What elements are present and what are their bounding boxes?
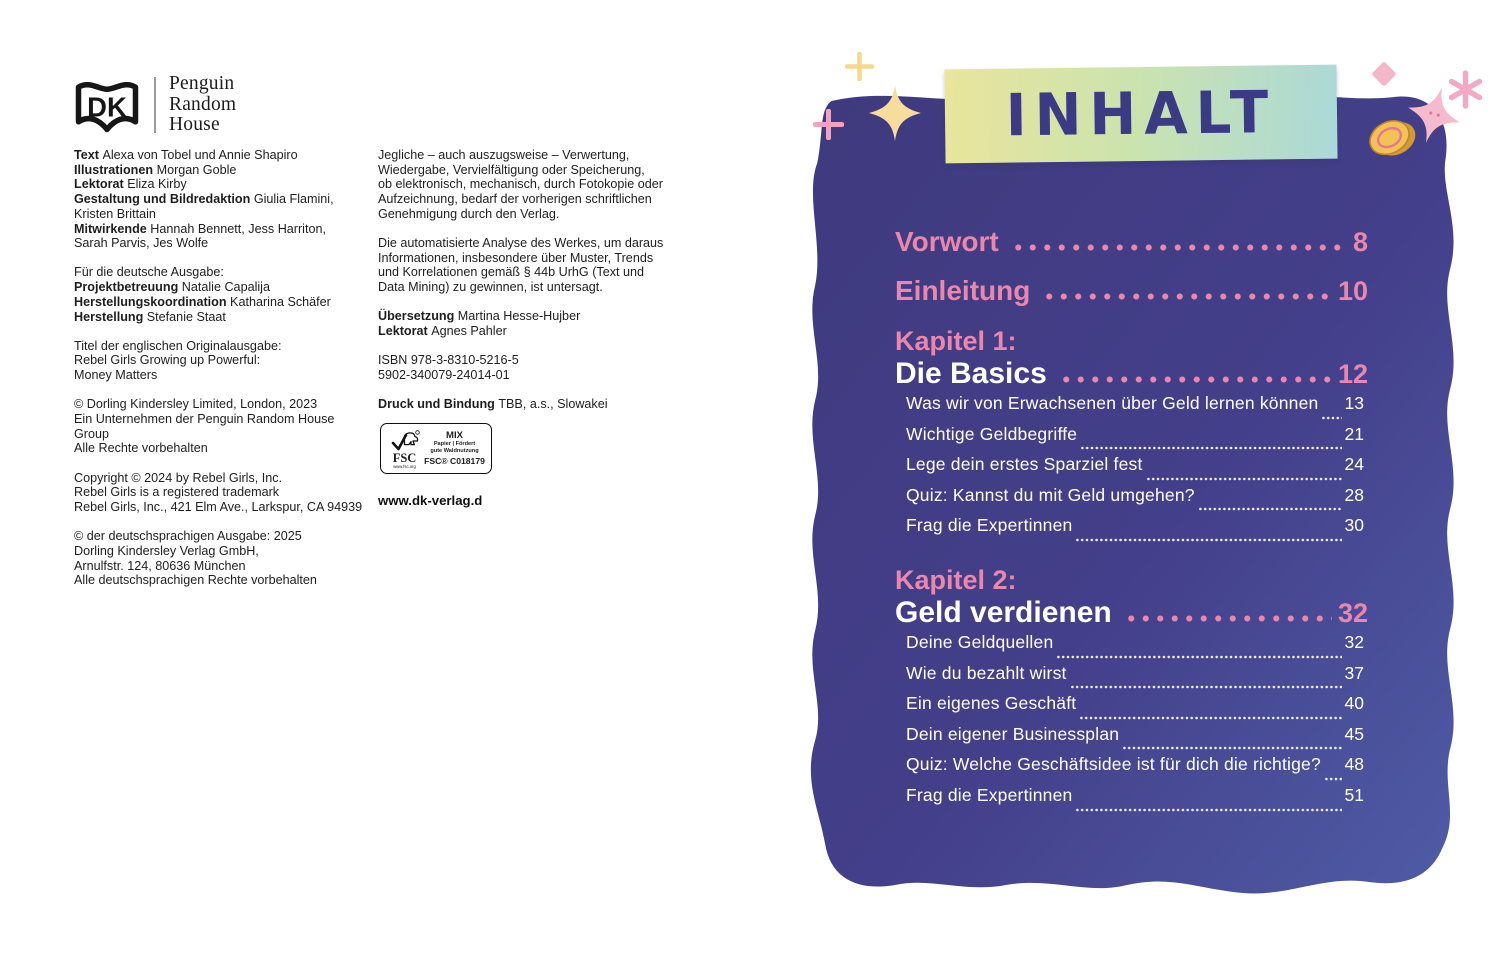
imprint-text: Übersetzung xyxy=(378,309,455,324)
imprint-text: Katharina Schäfer xyxy=(230,294,331,309)
imprint-line xyxy=(74,500,366,515)
toc-sub-label: Wie du bezahlt wirst xyxy=(906,662,1067,683)
penguin-random-house-wordmark xyxy=(169,74,236,136)
imprint-line xyxy=(74,368,366,383)
imprint-block xyxy=(74,339,366,383)
imprint-text: Wiedergabe, Vervielfältigung oder Speicherung, xyxy=(378,162,645,177)
imprint-block xyxy=(378,148,680,222)
toc-entry xyxy=(895,225,1368,258)
imprint-line xyxy=(74,544,366,559)
imprint-text: Druck und Bindung xyxy=(378,397,495,412)
imprint-line xyxy=(378,207,680,222)
toc-entry-label: Vorwort xyxy=(895,226,999,257)
coin-icon xyxy=(1364,111,1420,165)
toc-dot-leader xyxy=(1122,724,1341,755)
imprint-block xyxy=(74,471,366,515)
imprint-line xyxy=(74,280,366,295)
diamond-pink-icon xyxy=(1369,59,1399,89)
fsc-text xyxy=(423,431,486,465)
toc-sub-label: Deine Geldquellen xyxy=(906,631,1054,652)
imprint-text: Money Matters xyxy=(74,368,158,383)
toc-page-number: 45 xyxy=(1344,723,1364,744)
imprint-line xyxy=(74,427,366,442)
imprint-text: Alle deutschsprachigen Rechte vorbehalten xyxy=(74,573,317,588)
imprint-line xyxy=(74,295,366,310)
imprint-text: Herstellungskoordination xyxy=(74,294,227,309)
imprint-line xyxy=(378,265,680,280)
toc-chapter-kicker: Kapitel 1: xyxy=(895,326,1017,356)
toc-page-number: 13 xyxy=(1344,393,1364,413)
page-title: INHALT xyxy=(1005,78,1277,150)
toc-sub-entry xyxy=(895,632,1368,663)
imprint-column-right xyxy=(378,148,680,426)
four-point-sparkle-yellow-icon xyxy=(869,84,921,142)
toc-sub-label: Quiz: Welche Geschäftsidee ist für dich die richtige? xyxy=(906,754,1321,775)
imprint-line xyxy=(74,339,366,354)
imprint-line xyxy=(74,573,366,588)
imprint-line xyxy=(74,397,366,412)
toc-page-number: 32 xyxy=(1337,597,1368,628)
toc-sub-entry xyxy=(895,724,1368,755)
imprint-text: Dorling Kindersley Verlag GmbH, xyxy=(74,543,259,558)
imprint-text: Illustrationen xyxy=(74,162,154,177)
imprint-line xyxy=(74,236,366,251)
imprint-text: Morgan Goble xyxy=(156,162,237,177)
imprint-line xyxy=(378,368,680,383)
imprint-text: Hannah Bennett, Jess Harriton, xyxy=(150,221,326,236)
imprint-block xyxy=(378,397,680,412)
imprint-text: Kristen Brittain xyxy=(74,206,156,221)
toc-page-number: 12 xyxy=(1337,359,1368,389)
imprint-line xyxy=(74,529,366,544)
imprint-text: Natalie Capalija xyxy=(181,280,270,295)
imprint-line xyxy=(378,163,680,178)
imprint-text: Data Mining) zu gewinnen, ist untersagt. xyxy=(378,280,603,295)
imprint-text: Titel der englischen Originalausgabe: xyxy=(74,338,282,353)
svg-text:DK: DK xyxy=(87,91,127,123)
imprint-text: Agnes Pahler xyxy=(431,324,507,339)
imprint-text: und Korrelationen gemäß § 44b UrhG (Text und xyxy=(378,265,645,280)
imprint-block xyxy=(378,353,680,382)
fsc-certification-label xyxy=(380,423,492,474)
toc-page-number: 8 xyxy=(1352,227,1368,257)
toc-chapter-entry xyxy=(895,596,1368,629)
toc-dot-leader xyxy=(1080,424,1341,455)
toc-dot-leader xyxy=(1079,693,1341,724)
imprint-text: Genehmigung durch den Verlag. xyxy=(378,206,560,221)
imprint-line xyxy=(378,192,680,207)
toc-dot-leader xyxy=(1075,785,1341,816)
table-of-contents xyxy=(895,225,1368,816)
imprint-line xyxy=(74,559,366,574)
imprint-column-left xyxy=(74,148,366,603)
toc-dot-leader xyxy=(1056,632,1341,663)
dk-logo xyxy=(74,76,140,134)
toc-entry xyxy=(895,274,1368,307)
toc-sub-label: Ein eigenes Geschäft xyxy=(906,693,1077,714)
imprint-line xyxy=(378,324,680,339)
imprint-text: Ein Unternehmen der Penguin Random House xyxy=(74,412,335,427)
toc-page-number: 40 xyxy=(1344,693,1364,714)
contents-title-banner xyxy=(944,65,1337,164)
toc-dot-leader xyxy=(1075,515,1341,546)
toc-sub-entry xyxy=(895,424,1368,455)
toc-page-number: 21 xyxy=(1344,423,1364,444)
toc-page-number: 48 xyxy=(1344,754,1364,775)
toc-dot-leader xyxy=(1198,485,1342,516)
toc-page-number: 10 xyxy=(1337,276,1368,306)
imprint-line xyxy=(74,310,366,325)
imprint-line xyxy=(74,471,366,486)
toc-sub-entry xyxy=(895,693,1368,724)
imprint-text: ob elektronisch, mechanisch, durch Fotokopie oder xyxy=(378,177,663,192)
imprint-text: Giulia Flamini, xyxy=(253,192,334,207)
toc-sub-entry xyxy=(895,454,1368,485)
toc-sub-label: Wichtige Geldbegriffe xyxy=(906,423,1078,444)
toc-dot-leader xyxy=(1057,357,1332,390)
toc-sub-label: Quiz: Kannst du mit Geld umgehen? xyxy=(906,484,1195,505)
imprint-line xyxy=(74,207,366,222)
fsc-claim-line: gute Waldnutzung xyxy=(430,447,479,454)
toc-sub-entry xyxy=(895,785,1368,816)
plus-sparkle-yellow-icon xyxy=(845,52,874,81)
fsc-url: www.fsc.org xyxy=(393,463,416,469)
toc-sub-label: Frag die Expertinnen xyxy=(906,784,1073,805)
imprint-line xyxy=(74,441,366,456)
imprint-text: Mitwirkende xyxy=(74,221,147,236)
toc-page-number: 24 xyxy=(1344,454,1364,475)
toc-sub-label: Frag die Expertinnen xyxy=(906,515,1073,536)
toc-chapter-kicker: Kapitel 2: xyxy=(895,564,1017,595)
toc-page-number: 30 xyxy=(1344,515,1364,536)
imprint-text: Lektorat xyxy=(74,177,124,192)
fsc-tree-checkmark-icon xyxy=(390,429,420,453)
imprint-text: Rebel Girls is a registered trademark xyxy=(74,485,280,500)
toc-sub-entry xyxy=(895,393,1368,424)
toc-sub-entry xyxy=(895,754,1368,785)
imprint-text: TBB, a.s., Slowakei xyxy=(498,397,608,412)
imprint-text: Herstellung xyxy=(74,309,144,324)
toc-dot-leader xyxy=(1146,454,1342,485)
publisher-brand xyxy=(74,74,236,136)
imprint-text: Martina Hesse-Hujber xyxy=(457,309,581,324)
toc-sub-label: Lege dein erstes Sparziel fest xyxy=(906,454,1143,475)
imprint-line xyxy=(378,251,680,266)
toc-sub-entry xyxy=(895,663,1368,694)
brand-line: Random xyxy=(169,93,237,115)
toc-dot-leader xyxy=(1122,596,1332,629)
imprint-text: Informationen, insbesondere über Muster, Trends xyxy=(378,250,654,265)
fsc-claim-line: Papier | Fördert xyxy=(433,441,476,448)
imprint-text: © Dorling Kindersley Limited, London, 2023 xyxy=(74,397,318,412)
toc-entry-label: Einleitung xyxy=(895,275,1031,306)
toc-chapter-label: Geld verdienen xyxy=(895,595,1112,629)
toc-dot-leader xyxy=(1070,663,1342,694)
toc-page-number: 51 xyxy=(1344,784,1364,805)
imprint-block xyxy=(74,148,366,251)
toc-sub-label: Dein eigener Businessplan xyxy=(906,723,1120,744)
imprint-block xyxy=(74,265,366,324)
imprint-line xyxy=(74,177,366,192)
toc-sub-label: Was wir von Erwachsenen über Geld lernen können xyxy=(906,393,1319,413)
imprint-text: Eliza Kirby xyxy=(127,177,187,192)
toc-sub-list xyxy=(895,632,1368,816)
fsc-acronym: FSC xyxy=(392,450,417,465)
brand-line: House xyxy=(169,114,220,135)
imprint-text: Die automatisierte Analyse des Werkes, um daraus xyxy=(378,236,664,251)
toc-sub-entry xyxy=(895,515,1368,546)
fsc-license-code: FSC® C018179 xyxy=(424,455,485,466)
toc-dot-leader xyxy=(1040,274,1332,307)
imprint-line xyxy=(74,192,366,207)
imprint-text: ISBN 978-3-8310-5216-5 xyxy=(378,353,519,368)
imprint-text: Sarah Parvis, Jes Wolfe xyxy=(74,236,209,251)
toc-page-number: 32 xyxy=(1344,631,1364,652)
toc-dot-leader xyxy=(1009,225,1347,258)
imprint-line xyxy=(74,222,366,237)
toc-sub-entry xyxy=(895,485,1368,516)
imprint-line xyxy=(74,265,366,280)
imprint-line xyxy=(74,485,366,500)
imprint-text: Rebel Girls Growing up Powerful: xyxy=(74,353,261,368)
imprint-line xyxy=(378,177,680,192)
imprint-block xyxy=(74,529,366,588)
toc-page-number: 37 xyxy=(1344,662,1364,683)
fsc-logo xyxy=(386,429,423,469)
brand-divider xyxy=(154,77,156,133)
imprint-line xyxy=(74,163,366,178)
brand-line: Penguin xyxy=(169,73,235,94)
imprint-line xyxy=(378,397,680,412)
imprint-text: Aufzeichnung, bedarf der vorherigen schriftlichen xyxy=(378,192,652,207)
imprint-text: Projektbetreuung xyxy=(74,280,179,295)
toc-page-number: 28 xyxy=(1344,484,1364,505)
publisher-website: www.dk-verlag.d xyxy=(378,493,483,508)
imprint-block xyxy=(378,309,680,338)
imprint-text: Text xyxy=(74,148,99,162)
imprint-line xyxy=(378,148,680,163)
imprint-line xyxy=(74,412,366,427)
imprint-text: Lektorat xyxy=(378,324,428,339)
imprint-text: Stefanie Staat xyxy=(146,309,226,324)
toc-dot-leader xyxy=(1321,393,1341,424)
toc-chapter-entry xyxy=(895,357,1368,390)
imprint-text: Gestaltung und Bildredaktion xyxy=(74,192,251,207)
imprint-text: Alle Rechte vorbehalten xyxy=(74,441,208,456)
imprint-line xyxy=(378,236,680,251)
imprint-block xyxy=(74,397,366,456)
imprint-line xyxy=(378,309,680,324)
imprint-line xyxy=(378,353,680,368)
imprint-text: © der deutschsprachigen Ausgabe: 2025 xyxy=(74,529,302,544)
imprint-text: Alexa von Tobel und Annie Shapiro xyxy=(102,148,298,162)
toc-sub-list xyxy=(895,393,1368,546)
imprint-block xyxy=(378,236,680,295)
imprint-text: Copyright © 2024 by Rebel Girls, Inc. xyxy=(74,470,283,485)
imprint-text: Group xyxy=(74,426,110,441)
imprint-line xyxy=(74,148,366,163)
imprint-text: 5902-340079-24014-01 xyxy=(378,367,510,382)
fsc-mix-label: MIX xyxy=(446,430,463,442)
plus-sparkle-pink-icon xyxy=(813,109,844,140)
toc-chapter-label: Die Basics xyxy=(895,357,1047,390)
imprint-text: Rebel Girls, Inc., 421 Elm Ave., Larkspur, CA 94939 xyxy=(74,500,363,515)
imprint-text: Jegliche – auch auszugsweise – Verwertung, xyxy=(378,148,630,162)
imprint-line xyxy=(74,353,366,368)
toc-dot-leader xyxy=(1324,754,1342,785)
imprint-text: Für die deutsche Ausgabe: xyxy=(74,265,224,280)
imprint-line xyxy=(378,280,680,295)
imprint-text: Arnulfstr. 124, 80636 München xyxy=(74,558,246,573)
